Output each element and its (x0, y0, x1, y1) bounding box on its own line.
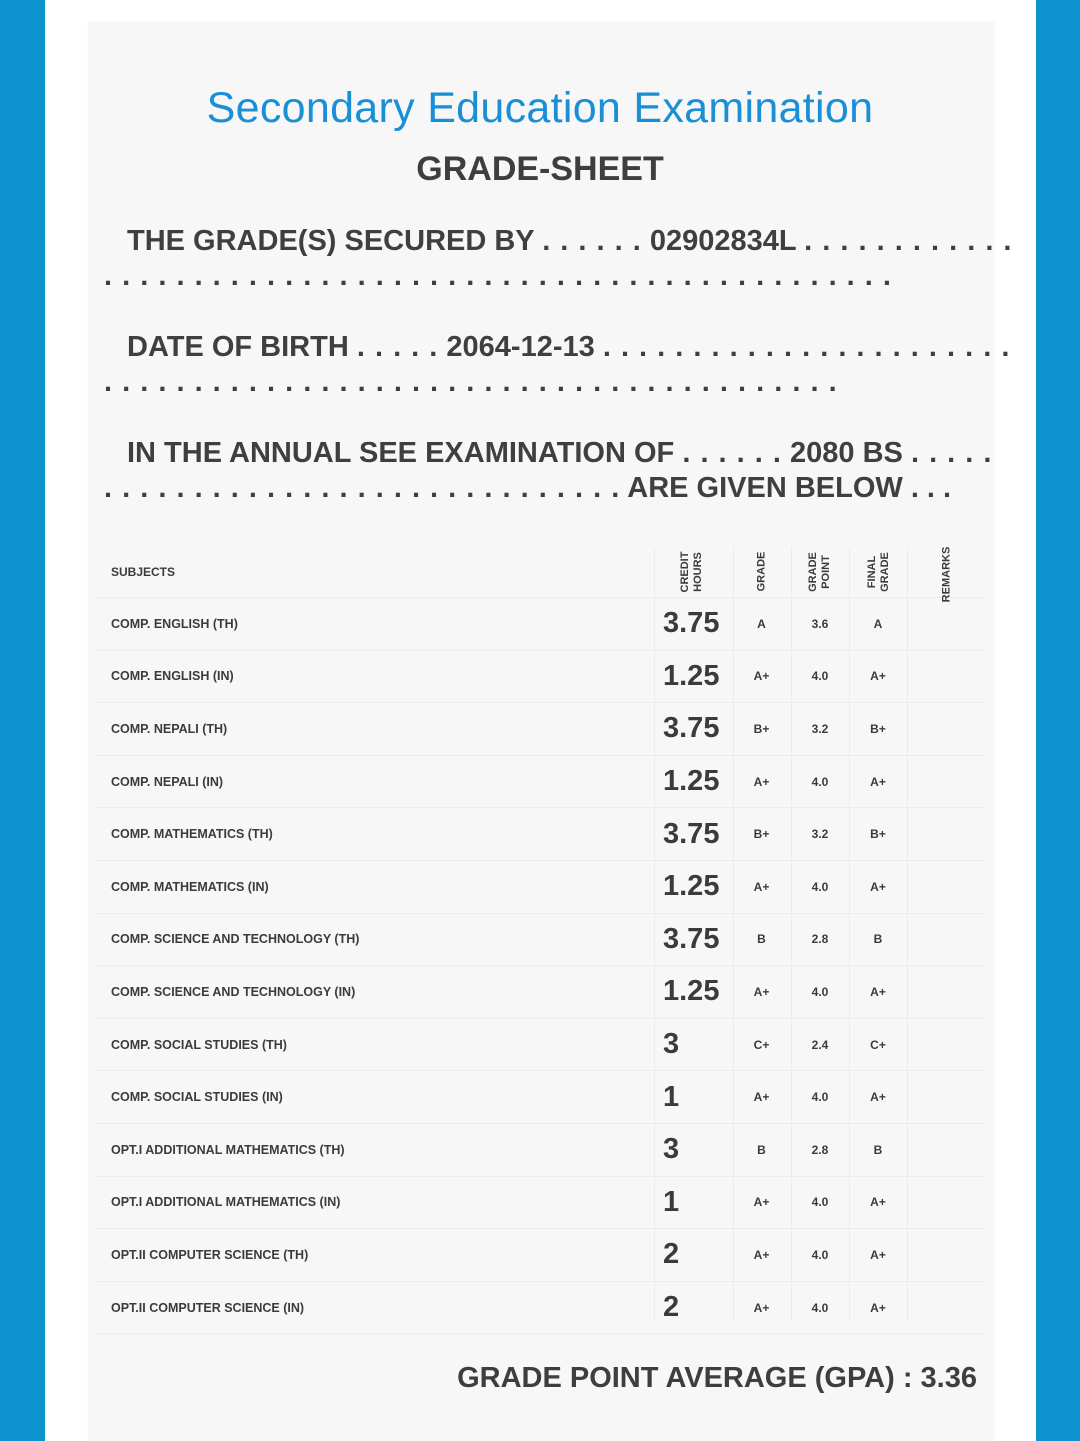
final-grade: B+ (870, 721, 886, 736)
table-row (97, 966, 984, 1019)
grade: B+ (753, 827, 770, 842)
table-row (97, 756, 984, 809)
header-remarks: REMARKS (940, 546, 953, 603)
table-row (97, 1177, 984, 1230)
credit-hours: 3.75 (663, 712, 720, 745)
table-row (97, 914, 984, 967)
final-grade: B (873, 1142, 883, 1157)
grade: B (757, 1142, 766, 1157)
right-edge-bar (1036, 0, 1080, 1441)
dob-value: 2064-12-13 (446, 331, 595, 363)
grade-point: 4.0 (811, 774, 829, 789)
final-grade: A+ (870, 1247, 886, 1262)
table-row (97, 1124, 984, 1177)
grade-point: 4.0 (811, 1247, 829, 1262)
credit-hours: 1.25 (663, 870, 720, 903)
table-row (97, 651, 984, 704)
grade: B+ (753, 721, 770, 736)
credit-hours: 3.75 (663, 922, 720, 955)
table-body (97, 598, 984, 1334)
subject-name: COMP. MATHEMATICS (IN) (111, 879, 269, 894)
secured-by-label: THE GRADE(S) SECURED BY (127, 225, 535, 257)
dot-leader: . . . . . . . . . . . . . . . . . . . . . . . (602, 331, 1011, 363)
subject-name: COMP. NEPALI (IN) (111, 774, 224, 789)
header-credit-hours: CREDIT HOURS (679, 551, 704, 593)
grade: A+ (753, 984, 770, 999)
table-row (97, 1071, 984, 1124)
table-row (97, 1019, 984, 1072)
dot-leader: . . . . . . . . . . . . . . . . . . . . . . . . . . . . . . . . . . . . . . . . . . . . (104, 260, 892, 292)
subject-name: OPT.I ADDITIONAL MATHEMATICS (TH) (111, 1142, 345, 1157)
exam-year-block (104, 436, 993, 506)
subject-name: COMP. SCIENCE AND TECHNOLOGY (IN) (111, 984, 356, 999)
dot-leader: . . . . . . . . . . . . . . . . . . . . . . . . . . . . . . . . . . . . . . . . . (104, 366, 838, 398)
grade: A+ (753, 879, 770, 894)
gpa-summary (457, 1362, 977, 1395)
table-row (97, 703, 984, 756)
secured-by-block (104, 224, 1013, 294)
grade: B (757, 932, 766, 947)
grade-point: 4.0 (811, 1090, 829, 1105)
subject-name: COMP. MATHEMATICS (TH) (111, 827, 273, 842)
dob-label: DATE OF BIRTH (127, 331, 349, 363)
final-grade: C+ (870, 1037, 886, 1052)
credit-hours: 1.25 (663, 765, 720, 798)
subject-name: COMP. SOCIAL STUDIES (IN) (111, 1090, 283, 1105)
symbol-number: 02902834L (649, 225, 797, 257)
credit-hours: 1.25 (663, 975, 720, 1008)
grade-point: 4.0 (811, 984, 829, 999)
subject-name: COMP. SCIENCE AND TECHNOLOGY (TH) (111, 932, 360, 947)
table-row (97, 1229, 984, 1282)
subject-name: OPT.II COMPUTER SCIENCE (TH) (111, 1247, 309, 1262)
credit-hours: 3 (663, 1028, 680, 1061)
grade: A (757, 616, 766, 631)
grade-point: 2.8 (811, 1142, 829, 1157)
dob-block (104, 330, 1011, 400)
left-edge-bar (0, 0, 45, 1441)
grade-point: 4.0 (811, 1195, 829, 1210)
grade-point: 2.4 (811, 1037, 829, 1052)
grade: A+ (753, 669, 770, 684)
subject-name: OPT.I ADDITIONAL MATHEMATICS (IN) (111, 1195, 341, 1210)
grade-sheet-heading: GRADE-SHEET (416, 150, 664, 188)
grade-point: 3.2 (811, 721, 829, 736)
grade: A+ (753, 1247, 770, 1262)
dot-leader: . . . . . . (542, 225, 642, 257)
header-subjects: SUBJECTS (111, 565, 176, 579)
credit-hours: 2 (663, 1291, 680, 1324)
grade-point: 4.0 (811, 879, 829, 894)
grades-table (97, 547, 984, 1334)
gpa-label: GRADE POINT AVERAGE (GPA) : (457, 1362, 913, 1394)
grade: A+ (753, 1090, 770, 1105)
grade-point: 3.6 (811, 616, 829, 631)
final-grade: A+ (870, 1195, 886, 1210)
final-grade: B+ (870, 827, 886, 842)
final-grade: A+ (870, 879, 886, 894)
final-grade: B (873, 932, 883, 947)
header-grade: GRADE (755, 551, 768, 592)
exam-title: Secondary Education Examination (206, 84, 874, 132)
credit-hours: 1 (663, 1080, 680, 1113)
final-grade: A+ (870, 1090, 886, 1105)
exam-label: IN THE ANNUAL SEE EXAMINATION OF (127, 437, 675, 469)
table-row (97, 861, 984, 914)
final-grade: A+ (870, 984, 886, 999)
subject-name: COMP. SOCIAL STUDIES (TH) (111, 1037, 287, 1052)
dot-leader: . . . . . . (682, 437, 782, 469)
dot-leader: . . . . . (356, 331, 439, 363)
grade: A+ (753, 1300, 770, 1315)
subject-name: OPT.II COMPUTER SCIENCE (IN) (111, 1300, 305, 1315)
grade-point: 4.0 (811, 669, 829, 684)
final-grade: A (873, 616, 883, 631)
header-final-grade: FINAL GRADE (866, 552, 891, 592)
subject-name: COMP. ENGLISH (TH) (111, 616, 238, 631)
grade: A+ (753, 1195, 770, 1210)
dot-leader: . . . . . . . . . . . . (804, 225, 1013, 257)
credit-hours: 1 (663, 1185, 680, 1218)
gpa-value: 3.36 (920, 1362, 977, 1394)
table-row (97, 808, 984, 861)
grade: A+ (753, 774, 770, 789)
dot-leader: . . . . . (910, 437, 993, 469)
credit-hours: 3 (663, 1133, 680, 1166)
subject-name: COMP. NEPALI (TH) (111, 721, 228, 736)
grade-point: 3.2 (811, 827, 829, 842)
table-row (97, 1282, 984, 1335)
credit-hours: 3.75 (663, 607, 720, 640)
credit-hours: 3.75 (663, 817, 720, 850)
credit-hours: 1.25 (663, 659, 720, 692)
final-grade: A+ (870, 774, 886, 789)
grade: C+ (753, 1037, 770, 1052)
final-grade: A+ (870, 669, 886, 684)
table-header (97, 546, 984, 603)
header-grade-point: GRADE POINT (807, 552, 832, 592)
table-row (97, 598, 984, 651)
grade-point: 2.8 (811, 932, 829, 947)
exam-year: 2080 BS (790, 437, 903, 469)
subject-name: COMP. ENGLISH (IN) (111, 669, 234, 684)
given-below-text: ARE GIVEN BELOW . . . (627, 472, 952, 504)
credit-hours: 2 (663, 1238, 680, 1271)
final-grade: A+ (870, 1300, 886, 1315)
grade-point: 4.0 (811, 1300, 829, 1315)
dot-leader: . . . . . . . . . . . . . . . . . . . . . . . . . . . . . (104, 472, 621, 504)
